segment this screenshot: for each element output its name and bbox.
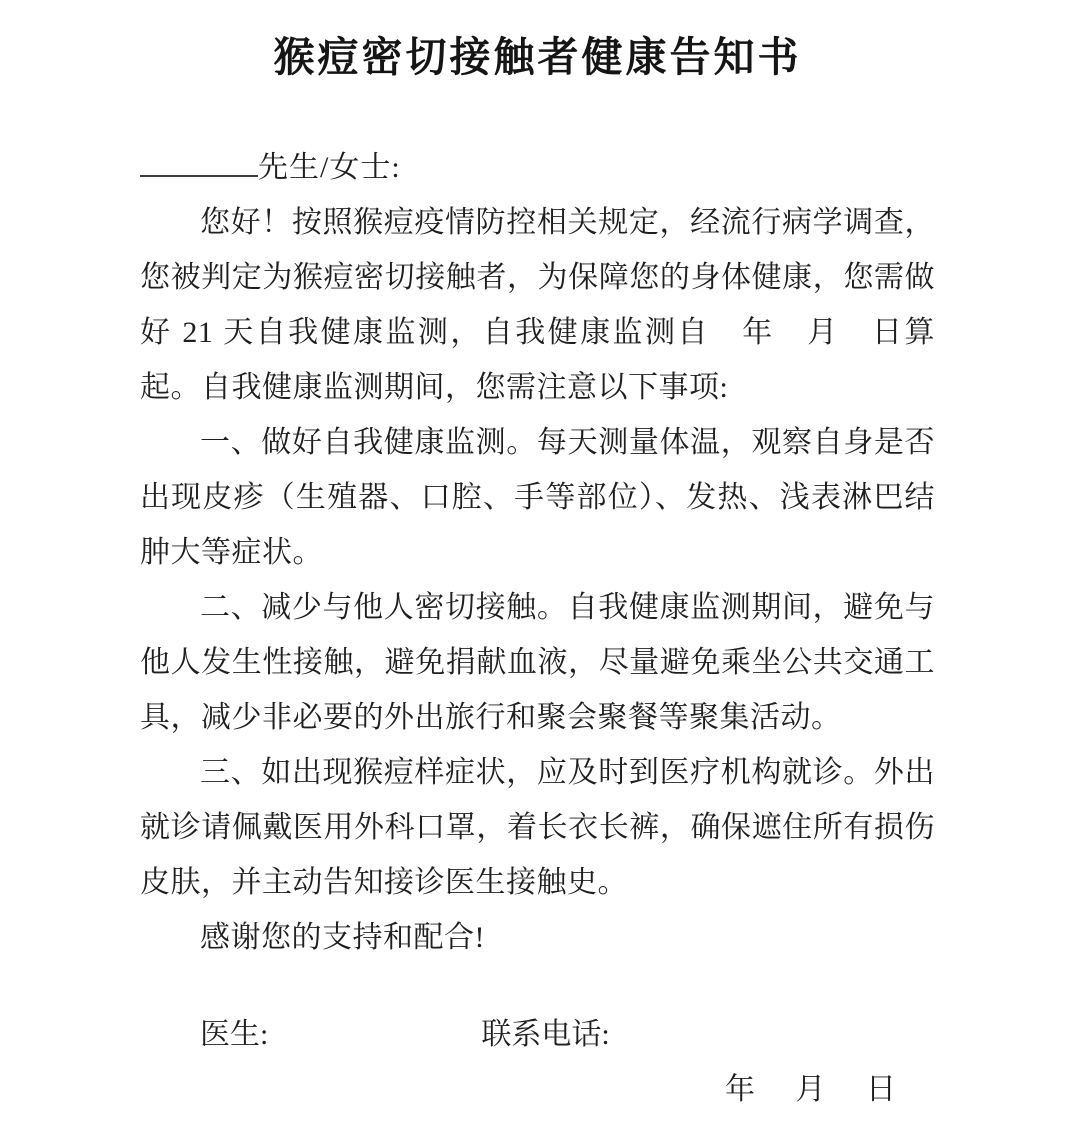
name-blank-underline (140, 175, 258, 177)
phone-label: 联系电话: (481, 1018, 610, 1051)
doctor-label: 医生: (200, 1018, 269, 1051)
salutation-line (140, 140, 935, 195)
item-3-paragraph: 三、如出现猴痘样症状，应及时到医疗机构就诊。外出就诊请佩戴医用外科口罩，着长衣长裤，确保遮住所有损伤皮肤，并主动告知接诊医生接触史。 (140, 756, 935, 899)
closing-line: 感谢您的支持和配合! (200, 921, 485, 954)
item-2-paragraph: 二、减少与他人密切接触。自我健康监测期间，避免与他人发生性接触，避免捐献血液，尽量避免乘坐公共交通工具，减少非必要的外出旅行和聚会聚餐等聚集活动。 (140, 591, 935, 734)
signature-row (140, 1007, 935, 1062)
document-title: 猴痘密切接触者健康告知书 (273, 34, 802, 80)
intro-paragraph: 您好！按照猴痘疫情防控相关规定，经流行病学调查，您被判定为猴痘密切接触者，为保障您的身体健康，您需做好 21 天自我健康监测，自我健康监测自 年 月 日算起。自我健康监测期间，您需注意以下事项: (140, 206, 935, 404)
salutation-text: 先生/女士: (258, 151, 401, 184)
item-1-paragraph: 一、做好自我健康监测。每天测量体温，观察自身是否出现皮疹（生殖器、口腔、手等部位）、发热、浅表淋巴结肿大等症状。 (140, 426, 935, 569)
date-line: 年 月 日 (725, 1073, 897, 1106)
